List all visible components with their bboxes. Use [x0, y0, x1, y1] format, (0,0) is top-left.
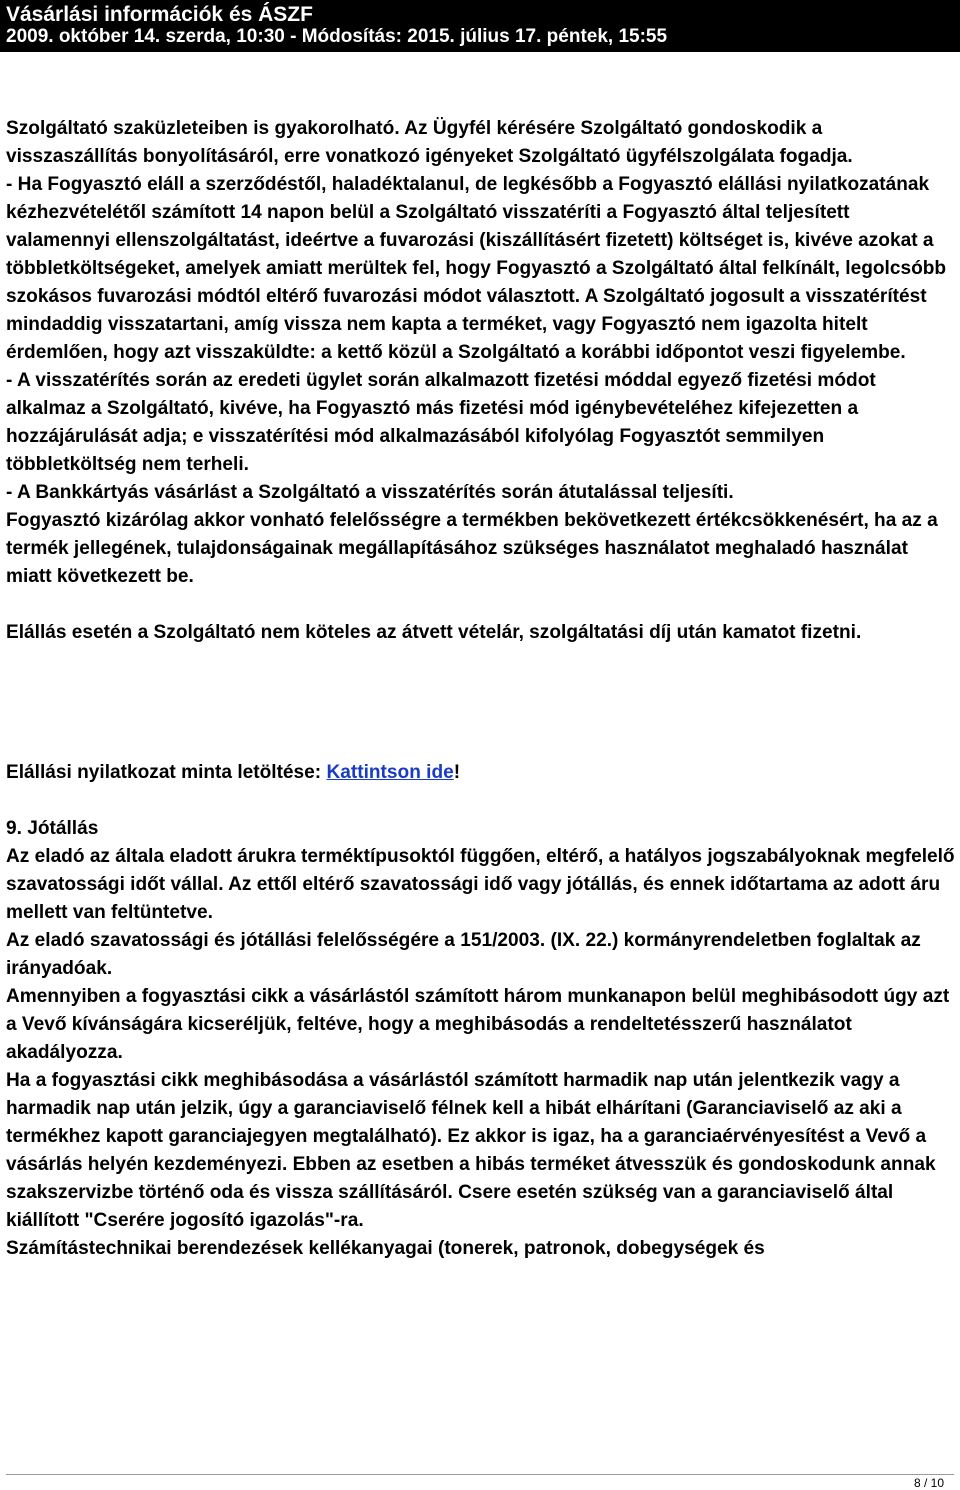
- paragraph-card-refund: - A Bankkártyás vásárlást a Szolgáltató a visszatérítés során átutalással teljesíti.: [6, 482, 734, 503]
- document-header: [0, 0, 960, 52]
- page-number: 8 / 10: [913, 1476, 944, 1490]
- paragraph-warranty-period: Az eladó az általa eladott árukra terméktípusoktól függően, eltérő, a hatályos jogszabályoknak megfelelő szavatossági időt vállal. Az ettől eltérő szavatossági idő vagy jótállás, és ennek időtartama az adott áru mellett van feltüntetve.: [6, 846, 955, 923]
- document-title: Vásárlási információk és ÁSZF: [6, 3, 313, 26]
- paragraph-warranty-service: Ha a fogyasztási cikk meghibásodása a vásárlástól számított harmadik nap után jelentkezik vagy a harmadik nap után jelzik, úgy a garanciaviselő félnek kell a hibát elhárítani (Garanciaviselő az aki a termékhez kapott garanciajegyen megtalálható). Ez akkor is igaz, ha a garanciaérvényesítést a Vevő a vásárlás helyén kezdeményezi. Ebben az esetben a hibás terméket átvesszük és gondoskodunk annak szakszervizbe történő oda és vissza szállításáról. Csere esetén szükség van a garanciaviselő által kiállított "Cserére jogosító igazolás"-ra.: [6, 1070, 936, 1231]
- download-suffix: !: [453, 762, 461, 783]
- download-link[interactable]: Kattintson ide: [326, 762, 454, 783]
- footer-divider: [6, 1474, 954, 1475]
- document-date: 2009. október 14. szerda, 10:30 - Módosítás: 2015. július 17. péntek, 15:55: [6, 26, 668, 47]
- paragraph-consumables: Számítástechnikai berendezések kellékanyagai (tonerek, patronok, dobegységek és: [6, 1238, 765, 1259]
- paragraph-refund-method: - A visszatérítés során az eredeti ügylet során alkalmazott fizetési móddal egyező fizetési módot alkalmaz a Szolgáltató, kivéve, ha Fogyasztó más fizetési mód igénybevételéhez kifejezetten a hozzájárulását adja; e visszatérítési mód alkalmazásából kifolyólag Fogyasztót semmilyen többletköltség nem terheli.: [6, 370, 876, 475]
- document-body: [6, 115, 956, 1263]
- paragraph-return-shipping: Szolgáltató szaküzleteiben is gyakorolható. Az Ügyfél kérésére Szolgáltató gondoskodik a visszaszállítás bonyolításáról, erre vonatkozó igényeket Szolgáltató ügyfélszolgálata fogadja.: [6, 118, 853, 167]
- download-label: Elállási nyilatkozat minta letöltése:: [6, 762, 327, 783]
- paragraph-depreciation: Fogyasztó kizárólag akkor vonható felelősségre a termékben bekövetkezett értékcsökkenésért, ha az a termék jellegének, tulajdonságainak megállapításához szükséges használatot meghaladó használat miatt következett be.: [6, 510, 938, 587]
- paragraph-no-interest: Elállás esetén a Szolgáltató nem köteles az átvett vételár, szolgáltatási díj után kamatot fizetni.: [6, 622, 862, 643]
- paragraph-three-day-exchange: Amennyiben a fogyasztási cikk a vásárlástól számított három munkanapon belül meghibásodott úgy azt a Vevő kívánságára kicseréljük, feltéve, hogy a meghibásodás a rendeltetésszerű használatot akadályozza.: [6, 986, 950, 1063]
- download-line: [6, 759, 956, 787]
- paragraph-warranty-decree: Az eladó szavatossági és jótállási felelősségére a 151/2003. (IX. 22.) kormányrendeletben foglaltak az irányadóak.: [6, 930, 921, 979]
- section-title-warranty: 9. Jótállás: [6, 818, 99, 839]
- paragraph-refund: - Ha Fogyasztó eláll a szerződéstől, haladéktalanul, de legkésőbb a Fogyasztó elállási nyilatkozatának kézhezvételétől számított 14 napon belül a Szolgáltató visszatéríti a Fogyasztó által teljesített valamennyi ellenszolgáltatást, ideértve a fuvarozási (kiszállításért fizetett) költséget is, kivéve azokat a többletköltségeket, amelyek amiatt merültek fel, hogy Fogyasztó a Szolgáltató által felkínált, legolcsóbb szokásos fuvarozási módtól eltérő fuvarozási módot választott. A Szolgáltató jogosult a visszatérítést mindaddig visszatartani, amíg vissza nem kapta a terméket, vagy Fogyasztó nem igazolta hitelt érdemlően, hogy azt visszaküldte: a kettő közül a Szolgáltató a korábbi időpontot veszi figyelembe.: [6, 174, 947, 363]
